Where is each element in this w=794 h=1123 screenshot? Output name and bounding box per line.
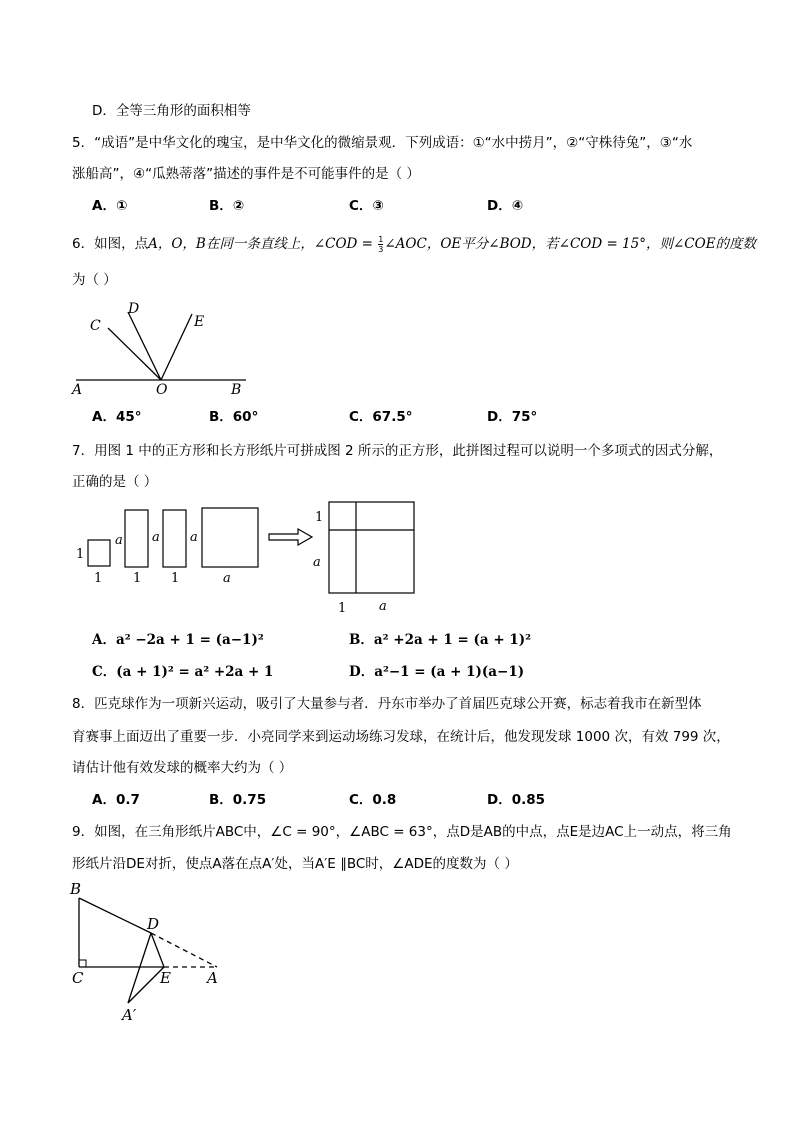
q8-option-d: D．0.85 [487, 792, 546, 808]
q7-fig1-label-a3: a [190, 530, 198, 545]
q9-side-bd [79, 898, 151, 933]
q6-label-b: B [231, 382, 242, 398]
q7-fig1-label-a1: a [115, 533, 123, 548]
q7-fig1-label-1c: 1 [133, 571, 142, 586]
q6-line1-pre: 6．如图，点 [72, 236, 149, 252]
q8-option-c: C．0.8 [349, 792, 397, 808]
q7-fig1-label-1d: 1 [171, 571, 180, 586]
q7-fig2-label-1b: 1 [338, 601, 347, 616]
q5-option-c: C．③ [349, 198, 384, 214]
q7-text-line2: 正确的是（ ） [72, 474, 158, 490]
q9-triangle-figure [64, 878, 234, 1023]
q7-fig1-label-a2: a [152, 530, 160, 545]
q6-ray-oc [108, 328, 161, 380]
q7-rectangle-1 [125, 510, 148, 567]
q9-label-a: A [207, 969, 218, 987]
q5-option-b: B．② [209, 198, 245, 214]
q5-option-a: A．① [92, 198, 128, 214]
q5-text-line2: 涨船高”，④“瓜熟蒂落”描述的事件是不可能事件的是（ ） [72, 166, 420, 182]
q5-option-d: D．④ [487, 198, 524, 214]
q9-dashed-da [151, 933, 217, 967]
q6-text-line1 [72, 234, 756, 254]
q6-angle-figure [70, 296, 255, 400]
q6-option-d: D．75° [487, 409, 538, 425]
q6-text-line2: 为（ ） [72, 272, 117, 288]
q7-option-d: D．a²−1 = (a + 1)(a−1) [349, 664, 525, 680]
q6-ray-oe [161, 314, 192, 380]
q6-label-c: C [90, 318, 101, 334]
q8-option-b: B．0.75 [209, 792, 267, 808]
q7-assembled-square [329, 502, 414, 593]
q9-text-line2: 形纸片沿DE对折，使点A落在点A′处，当A′E ∥BC时，∠ADE的度数为（ ） [72, 856, 518, 872]
q9-label-e: E [160, 969, 171, 987]
q7-option-a: A．a² −2a + 1 = (a−1)² [92, 632, 264, 648]
q7-rectangle-2 [163, 510, 186, 567]
q7-option-c: C．(a + 1)² = a² +2a + 1 [92, 664, 274, 680]
q7-text-line1: 7．用图 1 中的正方形和长方形纸片可拼成图 2 所示的正方形，此拼图过程可以说明一个多项式的因式分解， [72, 443, 723, 459]
q7-figure [72, 496, 422, 620]
q6-label-e: E [194, 314, 205, 330]
q9-right-angle-mark [79, 960, 86, 967]
q6-line1-post: ∠AOC，OE平分∠BOD，若∠COD = 15°，则∠COE的度数 [384, 236, 757, 252]
q6-line1-mid: 在同一条直线上，∠COD = [205, 236, 378, 252]
q5-text-line1: 5．“成语”是中华文化的瑰宝，是中华文化的微缩景观．下列成语：①“水中捞月”，②“守株待兔”，③“水 [72, 135, 693, 151]
q8-option-a: A．0.7 [92, 792, 140, 808]
q7-large-square [202, 508, 258, 567]
q9-label-c: C [72, 969, 84, 987]
q6-option-b: B．60° [209, 409, 259, 425]
q6-label-a: A [72, 382, 83, 398]
q6-frac-denominator: 3 [378, 244, 384, 254]
q7-fig1-label-1b: 1 [94, 571, 103, 586]
q7-small-square [88, 540, 110, 566]
q7-arrow-icon [269, 529, 312, 545]
q9-label-d: D [147, 915, 160, 933]
q7-option-b: B．a² +2a + 1 = (a + 1)² [349, 632, 532, 648]
q7-fig2-label-ab: a [379, 599, 387, 614]
q8-text-line2: 育赛事上面迈出了重要一步．小亮同学来到运动场练习发球，在统计后，他发现发球 1000 次，有效 799 次， [72, 729, 730, 745]
q9-label-a-prime: A′ [122, 1006, 137, 1023]
q7-fig1-label-1: 1 [76, 547, 85, 562]
q6-ray-od [128, 312, 161, 380]
q6-option-c: C．67.5° [349, 409, 413, 425]
q6-line1-points: A，O，B [148, 236, 206, 252]
q9-text-line1: 9．如图，在三角形纸片ABC中，∠C = 90°，∠ABC = 63°，点D是AB的中点，点E是边AC上一动点，将三角 [72, 824, 732, 840]
q6-label-d: D [128, 301, 140, 317]
q6-option-a: A．45° [92, 409, 142, 425]
q6-fraction [378, 235, 383, 254]
q7-fig2-label-a: a [313, 555, 321, 570]
q8-text-line3: 请估计他有效发球的概率大约为（ ） [72, 760, 293, 776]
q9-side-da-prime [128, 933, 151, 1003]
q4-option-d: D．全等三角形的面积相等 [92, 103, 251, 119]
q6-frac-numerator: 1 [378, 234, 384, 244]
q8-text-line1: 8．匹克球作为一项新兴运动，吸引了大量参与者．丹东市举办了首届匹克球公开赛，标志着我市在新型体 [72, 696, 702, 712]
q7-fig2-label-1: 1 [315, 510, 324, 525]
q9-label-b: B [70, 880, 82, 898]
q6-label-o: O [156, 382, 168, 398]
q7-fig1-label-a4: a [223, 571, 231, 586]
